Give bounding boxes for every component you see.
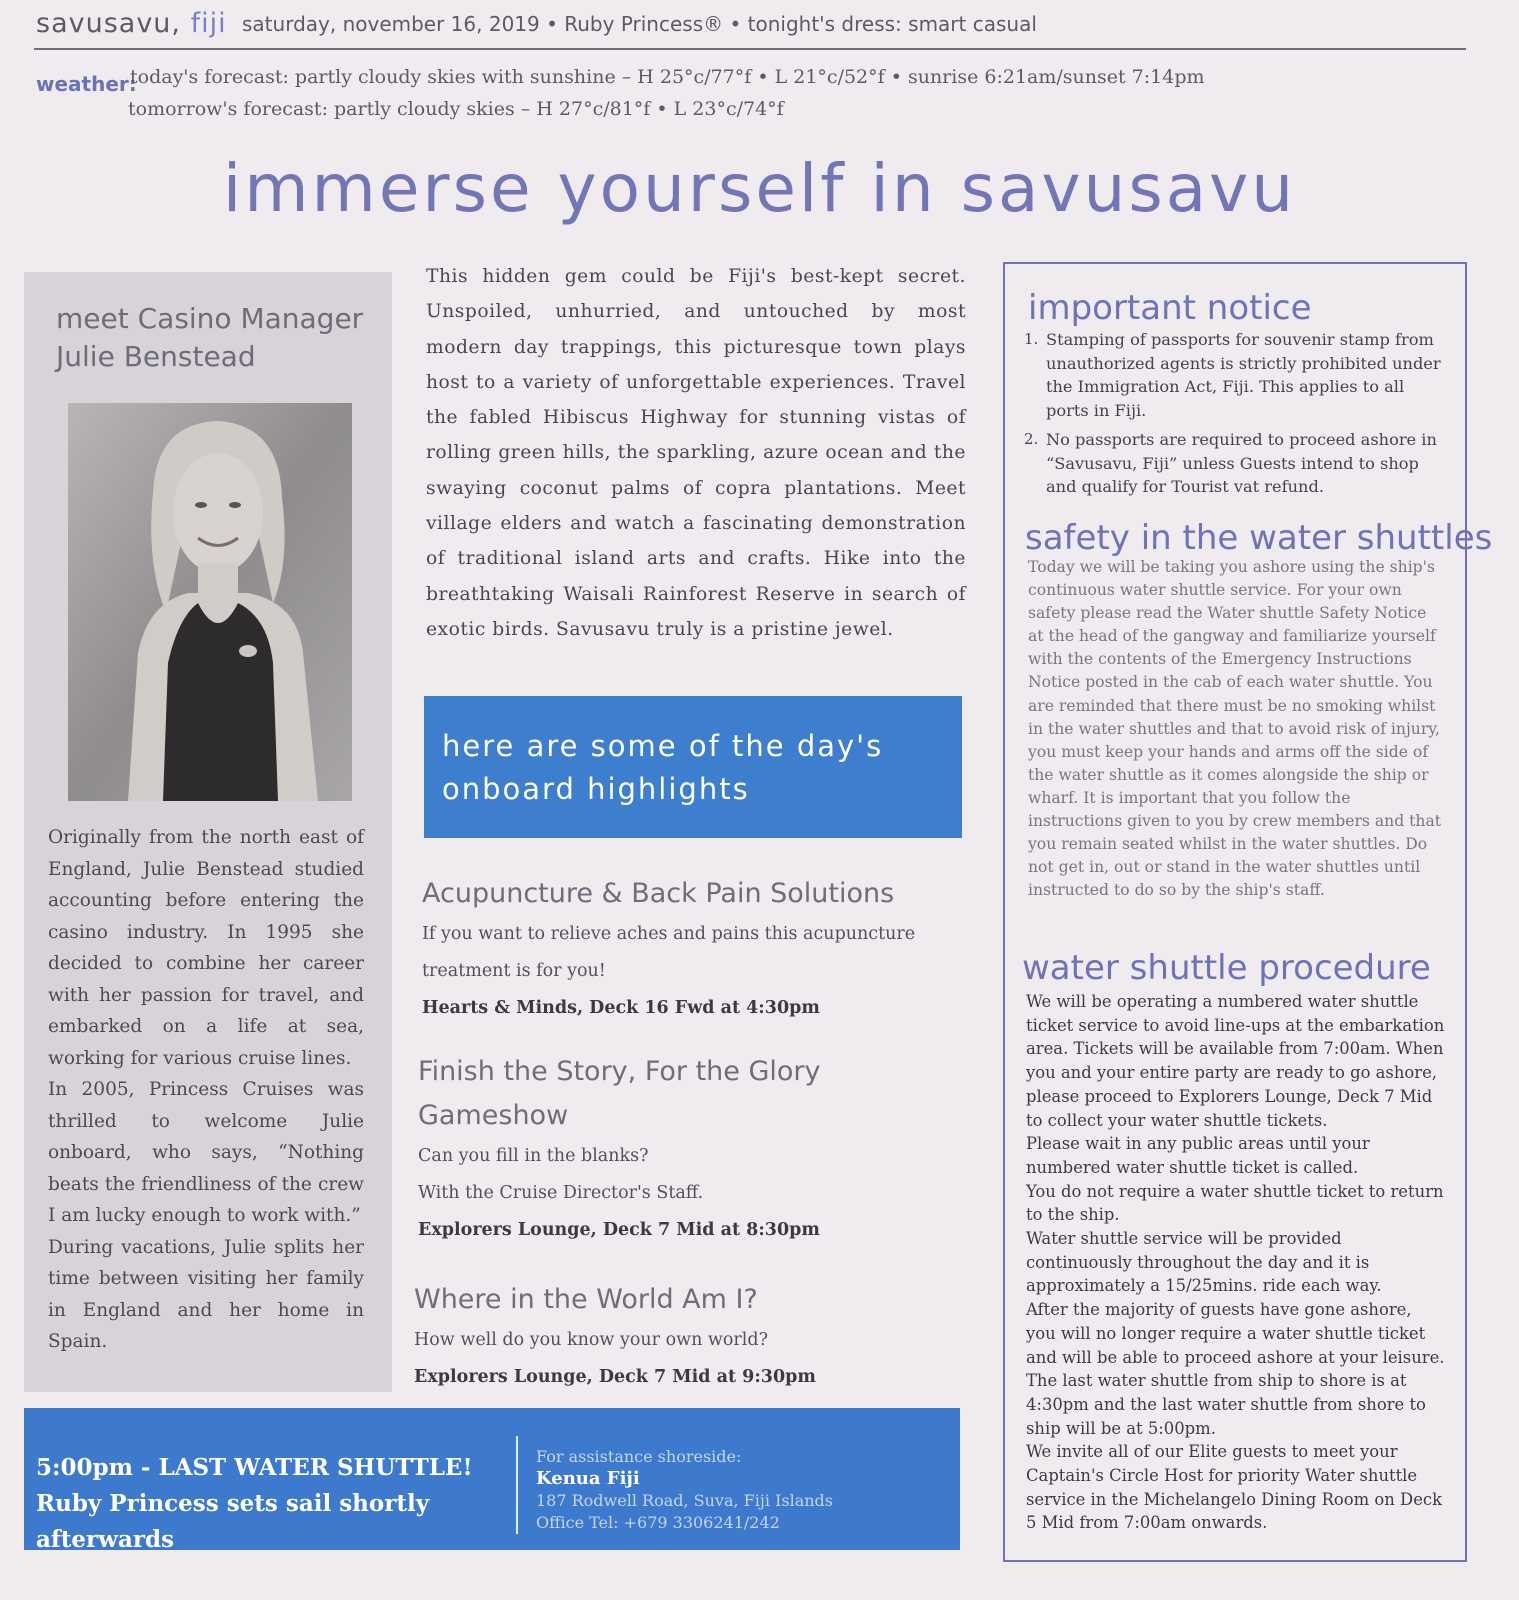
last-shuttle-text [36, 1450, 516, 1558]
highlights-heading-line2: onboard highlights [442, 772, 750, 806]
port-name: savusavu, [36, 8, 181, 39]
notice-title: important notice [1028, 288, 1312, 328]
profile-title-line1: meet Casino Manager [56, 302, 364, 335]
event-item [414, 1278, 954, 1396]
bio-paragraph: In 2005, Princess Cruises was thrilled to welcome Julie onboard, who says, “Nothing beats the friendliness of the crew I am lucky enough to work with.” [48, 1079, 364, 1226]
notice-list [1024, 328, 1444, 505]
forecast-tomorrow: tomorrow's forecast: partly cloudy skies – H 27°c/81°f • L 23°c/74°f [128, 98, 784, 120]
notice-item [1024, 428, 1444, 499]
profile-bio [48, 822, 364, 1358]
event-title: Finish the Story, For the Glory [418, 1056, 821, 1087]
event-title: Gameshow [418, 1100, 569, 1131]
assist-address: 187 Rodwell Road, Suva, Fiji Islands [536, 1491, 834, 1510]
event-title: Acupuncture & Back Pain Solutions [422, 878, 895, 909]
highlights-heading-line1: here are some of the day's [442, 729, 884, 763]
assist-phone: Office Tel: +679 3306241/242 [536, 1513, 780, 1532]
sail-away-note: Ruby Princess sets sail shortly afterwards [36, 1490, 430, 1553]
last-shuttle-time: 5:00pm - LAST WATER SHUTTLE! [36, 1454, 473, 1481]
safety-text: Today we will be taking you ashore using the ship's continuous water shuttle service. For your own safety please read the Water shuttle Safety Notice at the head of the gangway and familiarize yourself with the contents of the Emergency Instructions Notice posted in the cab of each water shuttle. You are reminded that there must be no smoking whilst in the water shuttles and that to avoid risk of injury, you must keep your hands and arms off the side of the water shuttle as it comes alongside the ship or wharf. It is important that you follow the instructions given to you by crew members and that you remain seated whilst in the water shuttles. Do not get in, out or stand in the water shuttles until instructed to do so by the ship's staff. [1028, 558, 1442, 900]
notice-text: Stamping of passports for souvenir stamp from unauthorized agents is strictly prohibited under the Immigration Act, Fiji. This applies to all ports in Fiji. [1046, 330, 1441, 420]
page-headline: immerse yourself in savusavu [222, 150, 1297, 227]
portrait-image [68, 403, 352, 801]
assist-company: Kenua Fiji [536, 1468, 640, 1489]
procedure-paragraph: Water shuttle service will be provided continuously throughout the day and it is approximately a 15/25mins. ride each way. [1026, 1229, 1382, 1296]
notice-number: 2. [1024, 430, 1039, 448]
procedure-paragraph: Please wait in any public areas until your numbered water shuttle ticket is called. [1026, 1134, 1370, 1177]
port-location [36, 8, 227, 39]
date-line: saturday, november 16, 2019 • Ruby Princess® • tonight's dress: smart casual [242, 12, 1037, 36]
event-item [422, 872, 962, 1027]
weather-label: weather: [36, 72, 137, 96]
event-description: With the Cruise Director's Staff. [418, 1183, 704, 1203]
banner-divider [516, 1436, 518, 1534]
event-item [418, 1050, 958, 1249]
bio-paragraph: During vacations, Julie splits her time between visiting her family in England and her home in Spain. [48, 1236, 364, 1352]
profile-title [56, 300, 376, 376]
safety-title: safety in the water shuttles [1025, 518, 1493, 558]
shoreside-assistance [536, 1446, 936, 1534]
event-description: Can you fill in the blanks? [418, 1146, 649, 1166]
procedure-title: water shuttle procedure [1022, 948, 1431, 988]
event-description: If you want to relieve aches and pains this acupuncture [422, 924, 916, 944]
event-location-time: Explorers Lounge, Deck 7 Mid at 9:30pm [414, 1367, 816, 1387]
forecast-today: today's forecast: partly cloudy skies with sunshine – H 25°c/77°f • L 21°c/52°f • sunrise 6:21am/sunset 7:14pm [130, 66, 1205, 88]
profile-title-line2: Julie Benstead [56, 340, 256, 373]
event-location-time: Explorers Lounge, Deck 7 Mid at 8:30pm [418, 1220, 820, 1240]
highlights-heading [442, 725, 932, 811]
profile-photo [68, 403, 352, 801]
assist-label: For assistance shoreside: [536, 1447, 742, 1466]
notice-number: 1. [1024, 330, 1039, 348]
procedure-paragraph: After the majority of guests have gone ashore, you will no longer require a water shuttle ticket and will be able to proceed ashore at your leisure. [1026, 1300, 1445, 1367]
event-description: How well do you know your own world? [414, 1330, 768, 1350]
port-country: fiji [190, 8, 227, 39]
procedure-paragraph: The last water shuttle from ship to shore is at 4:30pm and the last water shuttle from shore to ship will be at 5:00pm. [1026, 1371, 1426, 1438]
event-description: treatment is for you! [422, 961, 606, 981]
procedure-text [1026, 990, 1446, 1535]
notice-text: No passports are required to proceed ashore in “Savusavu, Fiji” unless Guests intend to shop and qualify for Tourist vat refund. [1046, 430, 1437, 496]
procedure-paragraph: We will be operating a numbered water shuttle ticket service to avoid line-ups at the embarkation area. Tickets will be available from 7:00am. When you and your entire party are ready to go ashore, please proceed to Explorers Lounge, Deck 7 Mid to collect your water shuttle tickets. [1026, 992, 1445, 1130]
procedure-paragraph: We invite all of our Elite guests to meet your Captain's Circle Host for priority Water shuttle service in the Michelangelo Dining Room on Deck 5 Mid from 7:00am onwards. [1026, 1442, 1443, 1533]
event-location-time: Hearts & Minds, Deck 16 Fwd at 4:30pm [422, 998, 820, 1018]
bio-paragraph: Originally from the north east of England, Julie Benstead studied accounting before entering the casino industry. In 1995 she decided to combine her career with her passion for travel, and embarked on a life at sea, working for various cruise lines. [48, 827, 364, 1069]
procedure-paragraph: You do not require a water shuttle ticket to return to the ship. [1026, 1181, 1444, 1225]
notice-item [1024, 328, 1444, 422]
event-title: Where in the World Am I? [414, 1284, 758, 1315]
intro-text: This hidden gem could be Fiji's best-kept secret. Unspoiled, unhurried, and untouched by most modern day trappings, this picturesque town plays host to a variety of unforgettable experiences. Travel the fabled Hibiscus Highway for stunning vistas of rolling green hills, the sparkling, azure ocean and the swaying coconut palms of copra plantations. Meet village elders and watch a fascinating demonstration of traditional island arts and crafts. Hike into the breathtaking Waisali Rainforest Reserve in search of exotic birds. Savusavu truly is a pristine jewel. [426, 266, 966, 640]
